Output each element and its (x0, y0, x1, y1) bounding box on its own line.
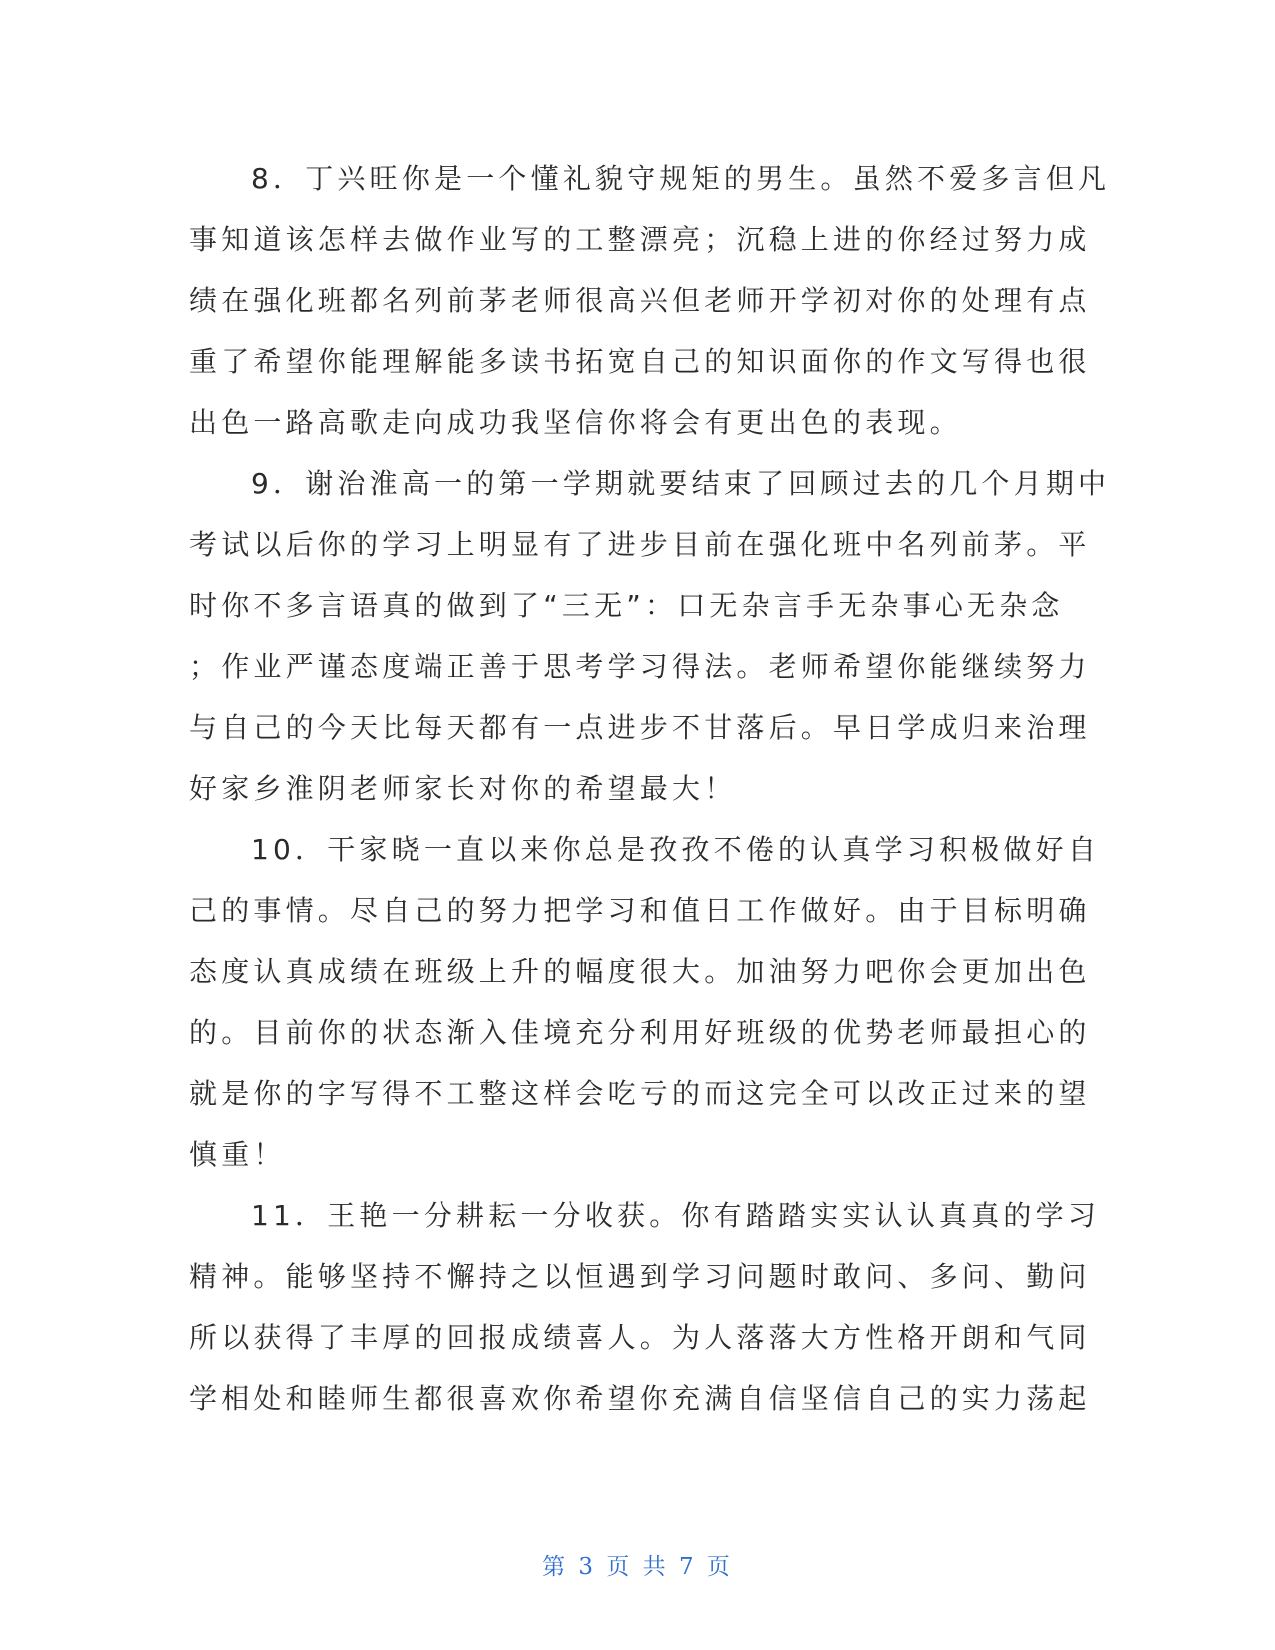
paragraph-9-line: 考试以后你的学习上明显有了进步目前在强化班中名列前茅。平 (189, 528, 1091, 561)
paragraph-11-line: 所以获得了丰厚的回报成绩喜人。为人落落大方性格开朗和气同 (189, 1321, 1091, 1354)
paragraph-10-line: 己的事情。尽自己的努力把学习和值日工作做好。由于目标明确 (189, 894, 1091, 927)
paragraph-10-line: 态度认真成绩在班级上升的幅度很大。加油努力吧你会更加出色 (189, 955, 1091, 988)
paragraph-8-line: 重了希望你能理解能多读书拓宽自己的知识面你的作文写得也很 (189, 345, 1091, 378)
paragraph-9-line: 9．谢治淮高一的第一学期就要结束了回顾过去的几个月期中 (251, 467, 1111, 500)
paragraph-11-line: 精神。能够坚持不懈持之以恒遇到学习问题时敢问、多问、勤问 (189, 1260, 1091, 1293)
paragraph-9-line: 好家乡淮阴老师家长对你的希望最大！ (189, 772, 737, 805)
paragraph-10-line: 就是你的字写得不工整这样会吃亏的而这完全可以改正过来的望 (189, 1077, 1091, 1110)
paragraph-9-line: ；作业严谨态度端正善于思考学习得法。老师希望你能继续努力 (189, 650, 1091, 683)
paragraph-8-line: 绩在强化班都名列前茅老师很高兴但老师开学初对你的处理有点 (189, 284, 1091, 317)
paragraph-9-line: 与自己的今天比每天都有一点进步不甘落后。早日学成归来治理 (189, 711, 1091, 744)
paragraph-11-line: 11．王艳一分耕耘一分收获。你有踏踏实实认认真真的学习 (251, 1199, 1101, 1232)
paragraph-10-line: 的。目前你的状态渐入佳境充分利用好班级的优势老师最担心的 (189, 1016, 1091, 1049)
paragraph-10-line: 10．干家晓一直以来你总是孜孜不倦的认真学习积极做好自 (251, 833, 1101, 866)
paragraph-8-line: 事知道该怎样去做作业写的工整漂亮；沉稳上进的你经过努力成 (189, 223, 1091, 256)
paragraph-10-line: 慎重！ (189, 1138, 286, 1171)
page-number-footer: 第 3 页 共 7 页 (542, 1554, 733, 1580)
paragraph-8-line: 8．丁兴旺你是一个懂礼貌守规矩的男生。虽然不爱多言但凡 (251, 162, 1111, 195)
paragraph-9-line: 时你不多言语真的做到了“三无”：口无杂言手无杂事心无杂念 (189, 589, 1064, 622)
paragraph-8-line: 出色一路高歌走向成功我坚信你将会有更出色的表现。 (189, 406, 962, 439)
body-text (189, 148, 1111, 1429)
paragraph-11-line: 学相处和睦师生都很喜欢你希望你充满自信坚信自己的实力荡起 (189, 1382, 1091, 1415)
